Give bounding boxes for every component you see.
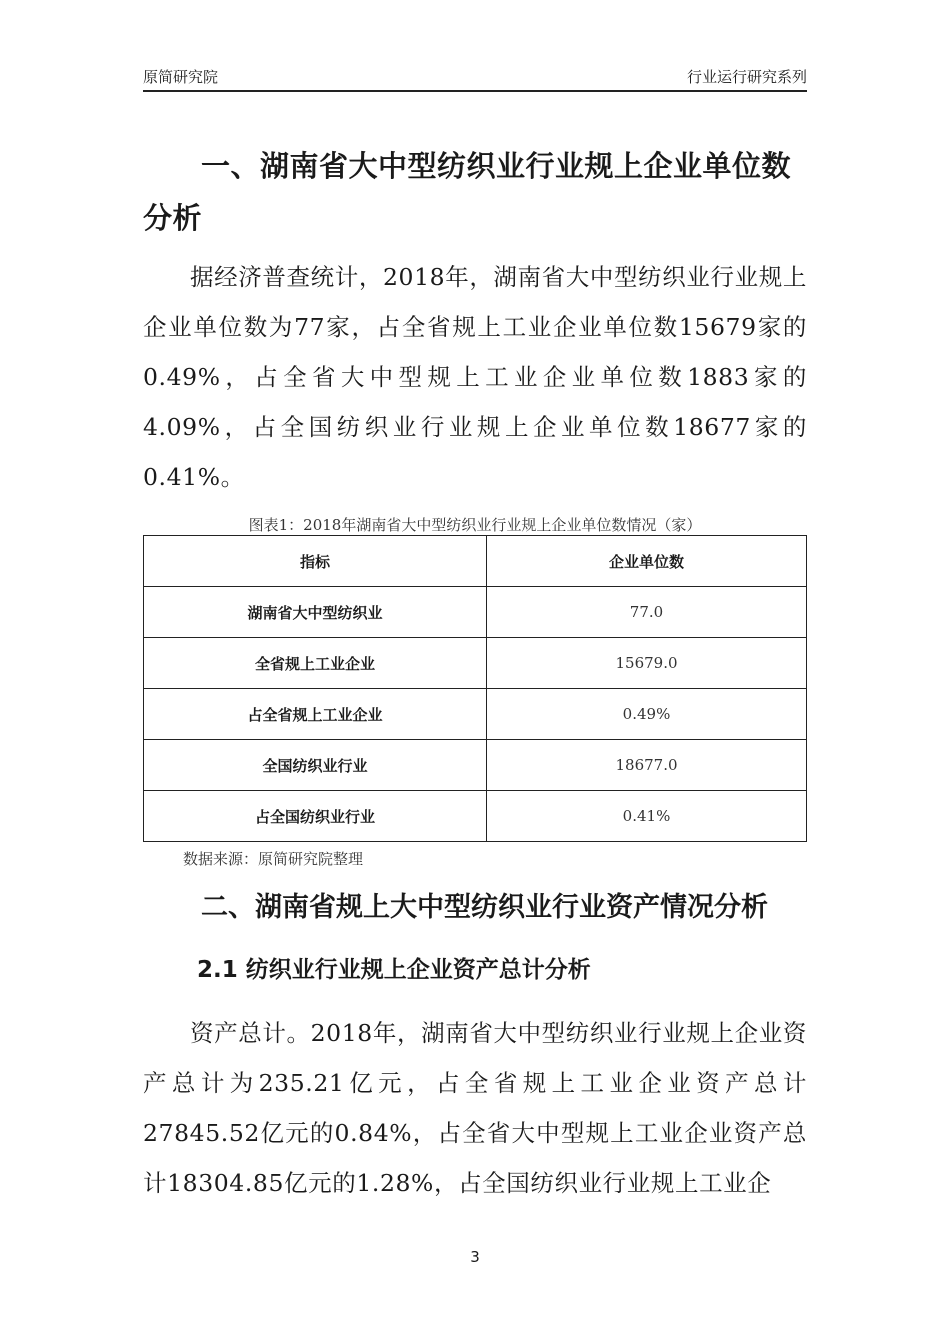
row-value: 15679.0 [487, 638, 807, 689]
section1-title: 一、湖南省大中型纺织业行业规上企业单位数分析 [143, 149, 792, 235]
section2-title: 二、湖南省规上大中型纺织业行业资产情况分析 [201, 892, 768, 923]
row-value: 0.41% [487, 791, 807, 842]
table-row [144, 791, 807, 842]
table-row [144, 740, 807, 791]
row-value: 18677.0 [487, 740, 807, 791]
row-label: 湖南省大中型纺织业 [144, 587, 487, 638]
page-number: 3 [470, 1248, 480, 1266]
row-label: 占全国纺织业行业 [144, 791, 487, 842]
section1-paragraph: 据经济普查统计，2018年，湖南省大中型纺织业行业规上企业单位数为77家，占全省规上工业企业单位数15679家的0.49%，占全省大中型规上工业企业单位数1883家的4.09%，占全国纺织业行业规上企业单位数18677家的0.41%。 [143, 263, 807, 491]
row-label: 全国纺织业行业 [144, 740, 487, 791]
row-label: 占全省规上工业企业 [144, 689, 487, 740]
table-header-row [144, 536, 807, 587]
section2-paragraph: 资产总计。2018年，湖南省大中型纺织业行业规上企业资产总计为235.21亿元，占全省规上工业企业资产总计27845.52亿元的0.84%，占全省大中型规上工业企业资产总计18304.85亿元的1.28%，占全国纺织业行业规上工业企 [143, 1019, 807, 1197]
table-row [144, 689, 807, 740]
page-header [143, 60, 807, 92]
row-label: 全省规上工业企业 [144, 638, 487, 689]
row-value: 77.0 [487, 587, 807, 638]
table-caption: 图表1：2018年湖南省大中型纺织业行业规上企业单位数情况（家） [248, 516, 702, 534]
row-value: 0.49% [487, 689, 807, 740]
table-header-count: 企业单位数 [487, 536, 807, 587]
header-publisher: 原简研究院 [143, 68, 219, 86]
table-header-indicator: 指标 [144, 536, 487, 587]
section2-subtitle: 2.1 纺织业行业规上企业资产总计分析 [197, 957, 591, 983]
enterprise-count-table [143, 535, 807, 842]
table-source-note: 数据来源：原简研究院整理 [183, 850, 364, 868]
table-row [144, 638, 807, 689]
table-row [144, 587, 807, 638]
header-series: 行业运行研究系列 [686, 68, 807, 86]
